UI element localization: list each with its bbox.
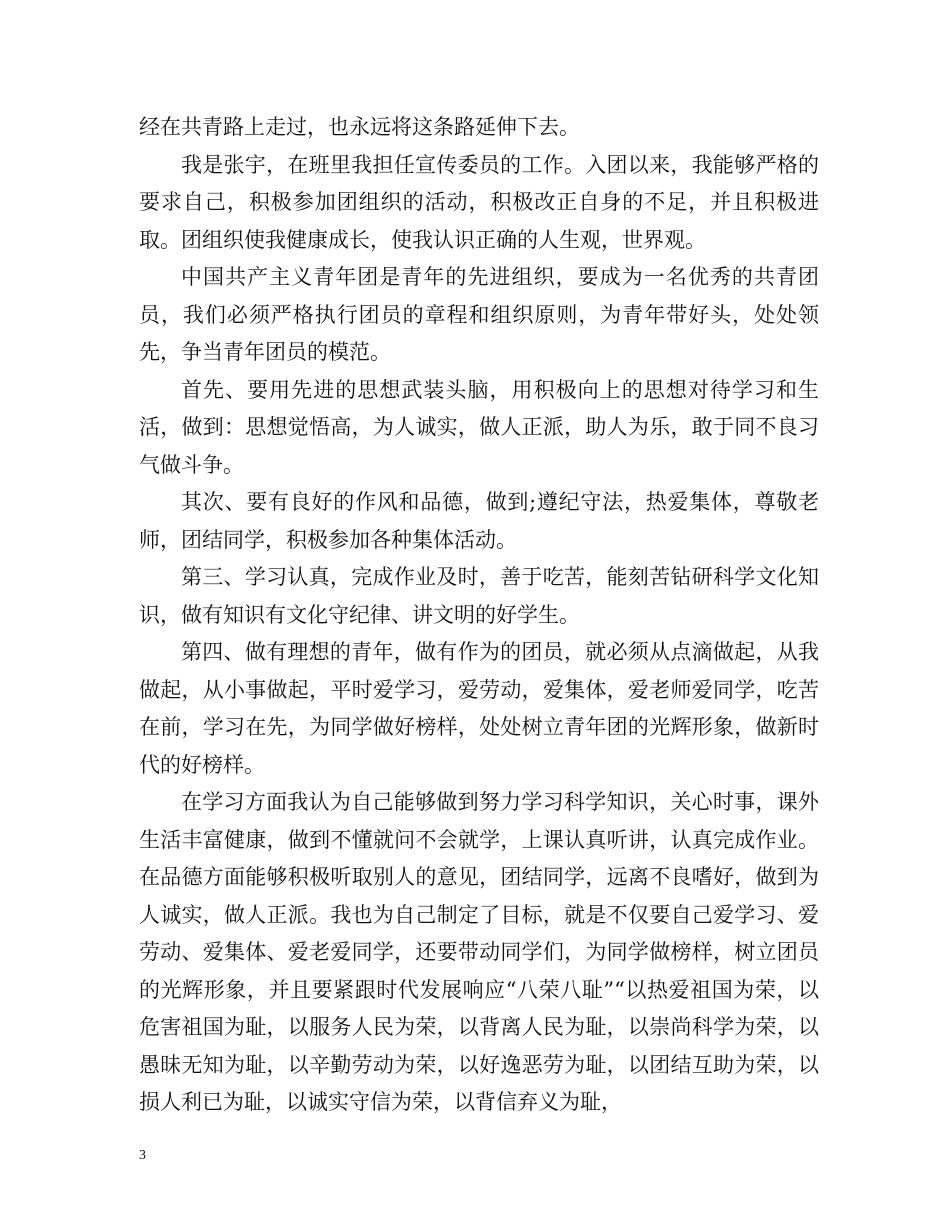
paragraph-2: 我是张宇，在班里我担任宣传委员的工作。入团以来，我能够严格的要求自己，积极参加团组织的活动，积极改正自身的不足，并且积极进取。团组织使我健康成长，使我认识正确的人生观，世界观。 — [139, 152, 819, 252]
paragraph-5: 其次、要有良好的作风和品德，做到;遵纪守法，热爱集体，尊敬老师，团结同学，积极参加各种集体活动。 — [139, 490, 819, 552]
paragraph-1: 经在共青路上走过，也永远将这条路延伸下去。 — [139, 115, 580, 139]
paragraph-8: 在学习方面我认为自己能够做到努力学习科学知识，关心时事，课外生活丰富健康，做到不懂就问不会就学，上课认真听讲，认真完成作业。在品德方面能够积极听取别人的意见，团结同学，远离不良嗜好，做到为人诚实，做人正派。我也为自己制定了目标，就是不仅要自己爱学习、爱劳动、爱集体、爱老爱同学，还要带动同学们，为同学做榜样，树立团员的光辉形象，并且要紧跟时代发展响应“八荣八耻”“以热爱祖国为荣，以危害祖国为耻，以服务人民为荣，以背离人民为耻，以崇尚科学为荣，以愚昧无知为耻，以辛勤劳动为荣，以好逸恶劳为耻，以团结互助为荣，以损人利已为耻，以诚实守信为荣，以背信弃义为耻， — [139, 790, 819, 1114]
paragraph-3: 中国共产主义青年团是青年的先进组织，要成为一名优秀的共青团员，我们必须严格执行团员的章程和组织原则，为青年带好头，处处领先，争当青年团员的模范。 — [139, 265, 819, 364]
page-number: 3 — [139, 1148, 146, 1163]
paragraph-6: 第三、学习认真，完成作业及时，善于吃苦，能刻苦钻研科学文化知识，做有知识有文化守纪律、讲文明的好学生。 — [139, 565, 819, 627]
paragraph-4: 首先、要用先进的思想武装头脑，用积极向上的思想对待学习和生活，做到：思想觉悟高，为人诚实，做人正派，助人为乐，敢于同不良习气做斗争。 — [139, 377, 819, 477]
paragraph-7: 第四、做有理想的青年，做有作为的团员，就必须从点滴做起，从我做起，从小事做起，平时爱学习，爱劳动，爱集体，爱老师爱同学，吃苦在前，学习在先，为同学做好榜样，处处树立青年团的光辉形象，做新时代的好榜样。 — [139, 640, 819, 777]
document-body — [139, 109, 819, 1122]
